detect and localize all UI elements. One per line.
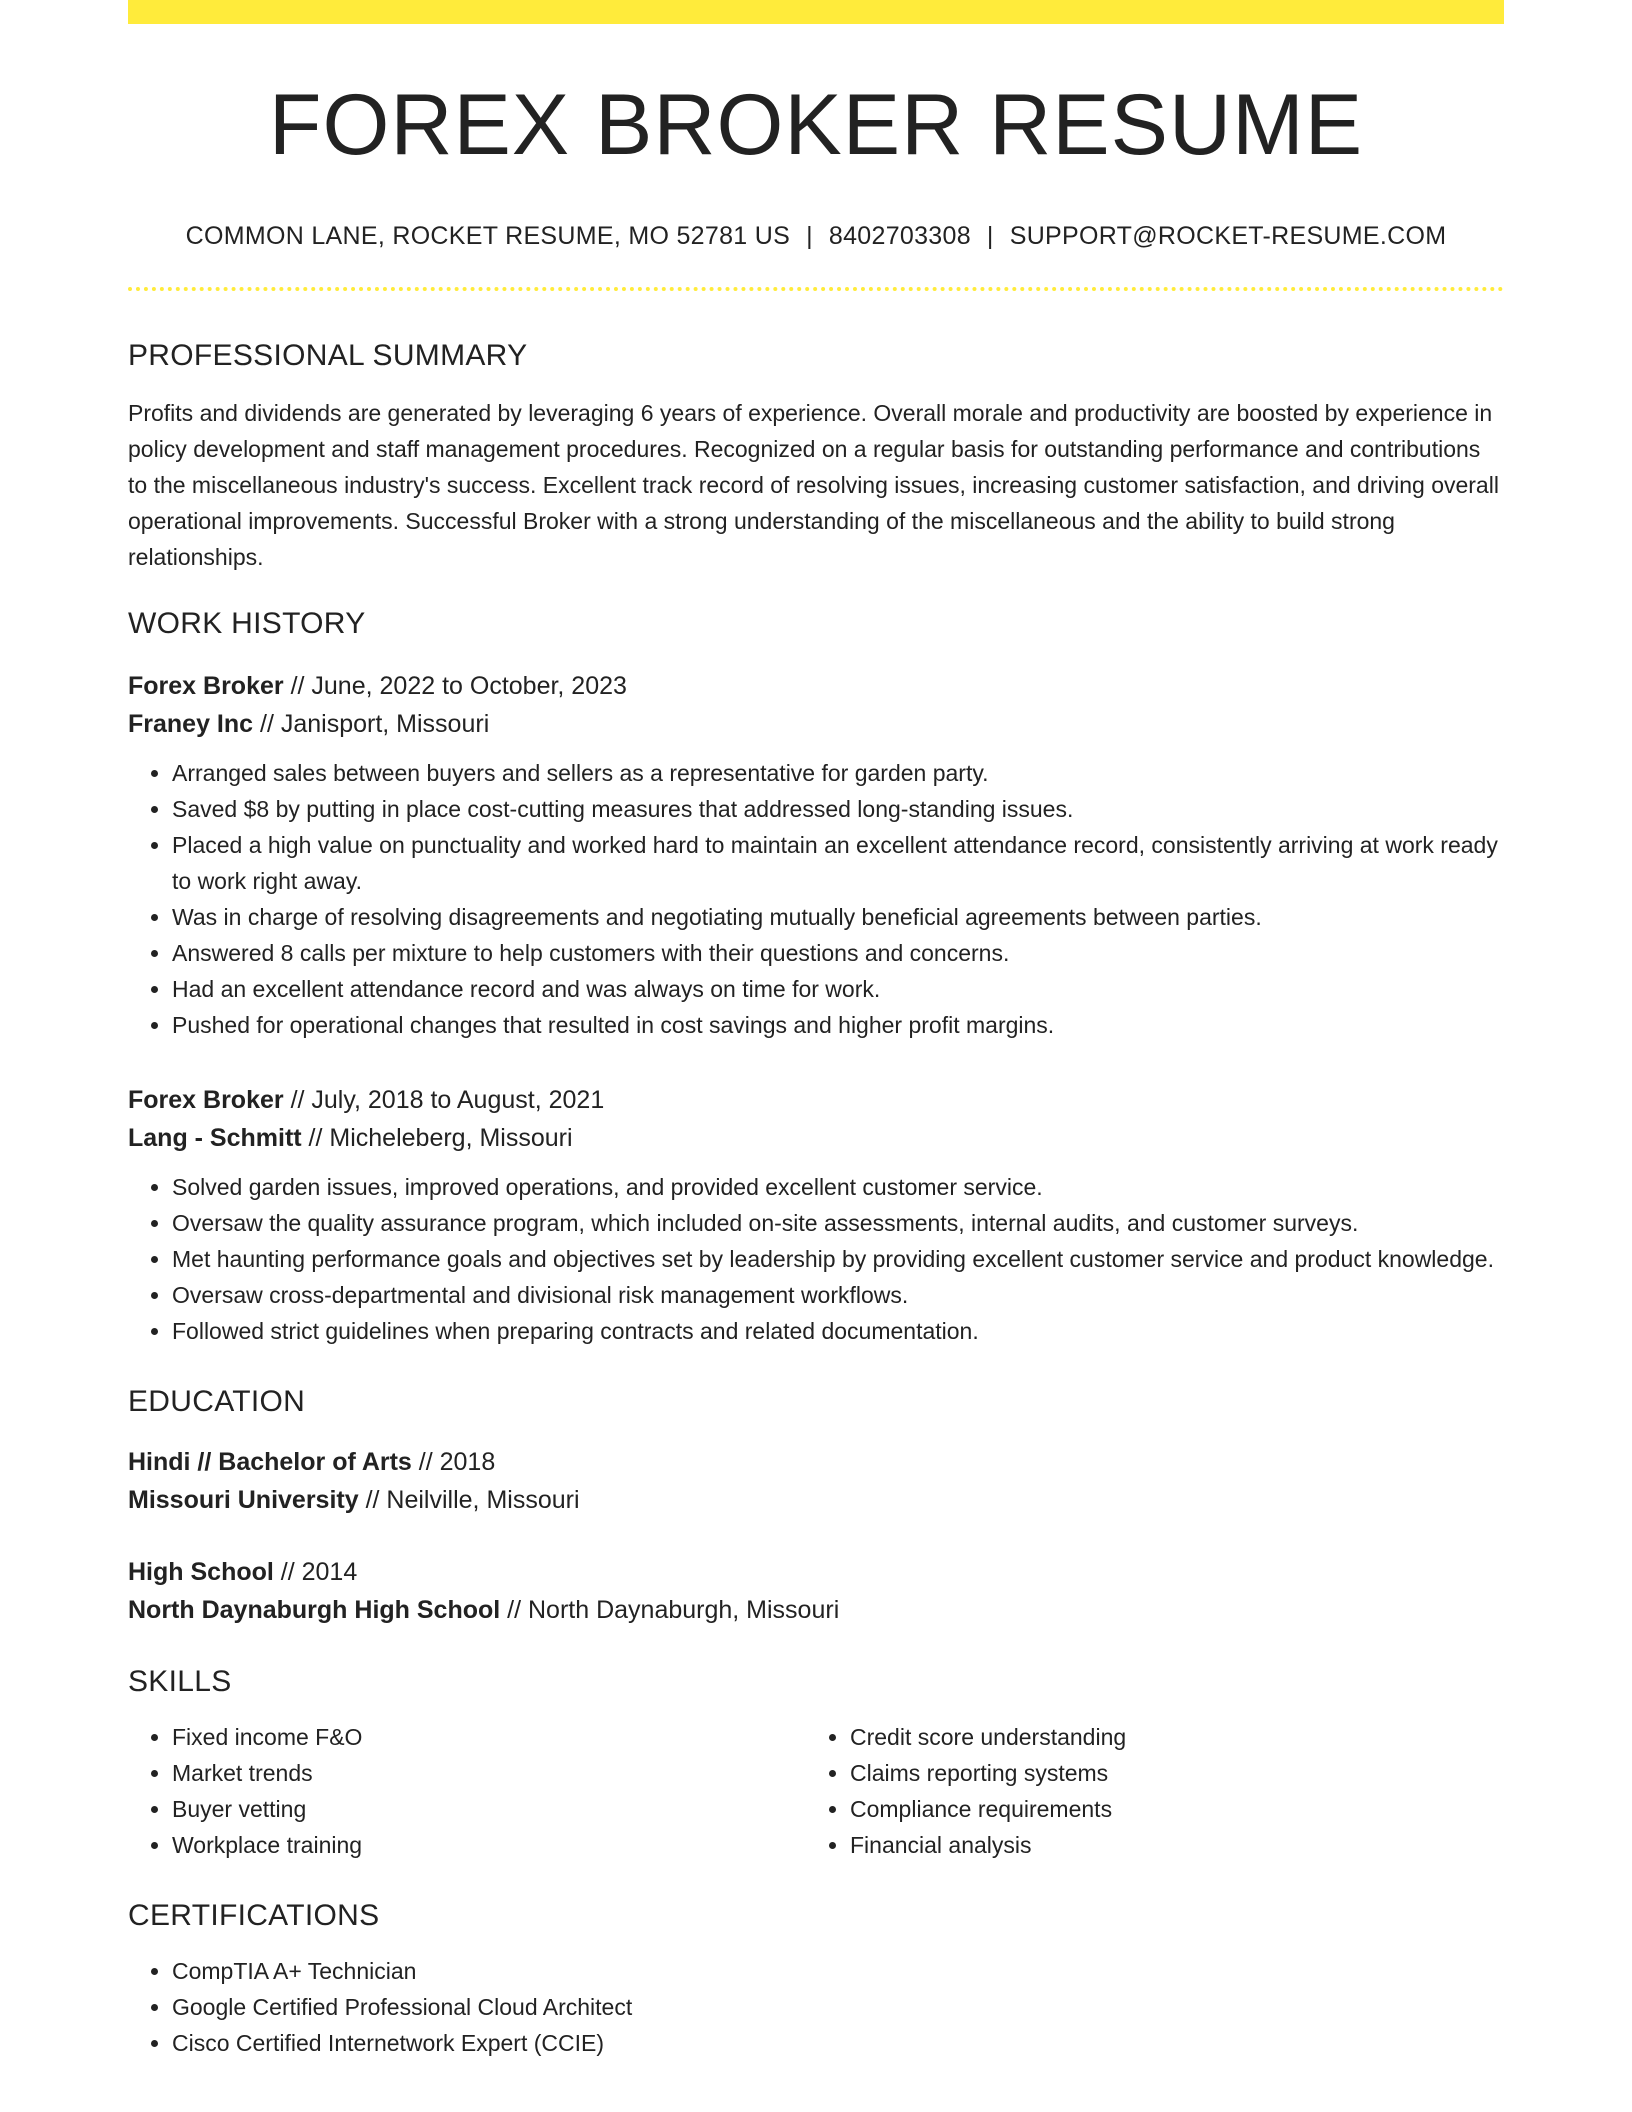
list-item: • Oversaw cross-departmental and divisional risk management workflows. [172,1277,1504,1313]
certifications-list [128,1953,1504,2061]
education-year: // 2018 [411,1448,496,1476]
job-title-line [128,1081,1504,1119]
education-school: North Daynaburgh High School [128,1596,501,1624]
skills-list-right [806,1719,1484,1863]
resume-title: FOREX BROKER RESUME [268,77,1364,173]
education-location: // North Daynaburgh, Missouri [500,1596,840,1624]
job-company: Lang - Schmitt [128,1124,302,1152]
dotted-divider [128,287,1504,291]
list-item: • Claims reporting systems [850,1755,1484,1791]
list-item: • Market trends [172,1755,806,1791]
list-item: • Credit score understanding [850,1719,1484,1755]
job-company-line [128,1119,1504,1157]
skills-columns [128,1719,1504,1863]
list-item: • Saved $8 by putting in place cost-cutting measures that addressed long-standing issues. [172,791,1504,827]
list-item: • Fixed income F&O [172,1719,806,1755]
list-item: • Solved garden issues, improved operations, and provided excellent customer service. [172,1169,1504,1205]
job-dates: // June, 2022 to October, 2023 [283,672,627,700]
education-year: // 2014 [273,1558,358,1586]
accent-bar [128,0,1504,24]
job-title-line [128,667,1504,705]
education-degree-line [128,1553,1504,1591]
list-item: • Financial analysis [850,1827,1484,1863]
list-item: • Compliance requirements [850,1791,1484,1827]
job-bullets [128,755,1504,1043]
list-item: • Met haunting performance goals and objectives set by leadership by providing excellent customer service and product knowledge. [172,1241,1504,1277]
education-degree-line [128,1443,1504,1481]
list-item: • Was in charge of resolving disagreements and negotiating mutually beneficial agreements between parties. [172,899,1504,935]
education-degree: Hindi // Bachelor of Arts [128,1448,412,1476]
job-entry [128,667,1504,1043]
job-entry [128,1081,1504,1349]
job-company: Franey Inc [128,710,254,738]
list-item: • Google Certified Professional Cloud Architect [172,1989,1504,2025]
job-title: Forex Broker [128,1086,284,1114]
education-school-line [128,1481,1504,1519]
certifications-heading: CERTIFICATIONS [128,1899,380,1932]
list-item: • Answered 8 calls per mixture to help customers with their questions and concerns. [172,935,1504,971]
contact-separator: | [986,222,994,250]
job-title: Forex Broker [128,672,284,700]
education-school: Missouri University [128,1486,359,1514]
job-dates: // July, 2018 to August, 2021 [283,1086,605,1114]
education-entry [128,1443,1504,1519]
list-item: • Arranged sales between buyers and sellers as a representative for garden party. [172,755,1504,791]
list-item: • Pushed for operational changes that resulted in cost savings and higher profit margins. [172,1007,1504,1043]
job-location: // Micheleberg, Missouri [301,1124,573,1152]
list-item: • Followed strict guidelines when preparing contracts and related documentation. [172,1313,1504,1349]
list-item: • Oversaw the quality assurance program, which included on-site assessments, internal audits, and customer surveys. [172,1205,1504,1241]
contact-phone: 8402703308 [828,222,971,250]
skills-list-left [128,1719,806,1863]
job-location: // Janisport, Missouri [253,710,490,738]
list-item: • Workplace training [172,1827,806,1863]
education-location: // Neilville, Missouri [358,1486,580,1514]
list-item: • Had an excellent attendance record and was always on time for work. [172,971,1504,1007]
contact-address: COMMON LANE, ROCKET RESUME, MO 52781 US [185,222,791,250]
certifications-block [128,1953,1504,2061]
work-history-heading: WORK HISTORY [128,607,366,640]
education-heading: EDUCATION [128,1385,306,1418]
contact-separator: | [806,222,813,250]
education-degree: High School [128,1558,274,1586]
job-company-line [128,705,1504,743]
education-entry [128,1553,1504,1629]
contact-email: SUPPORT@ROCKET-RESUME.COM [1009,222,1447,250]
job-bullets [128,1169,1504,1349]
list-item: • Placed a high value on punctuality and worked hard to maintain an excellent attendance record, consistently arriving at work ready to work right away. [172,827,1504,899]
skills-heading: SKILLS [128,1665,232,1698]
summary-text: Profits and dividends are generated by leveraging 6 years of experience. Overall morale and productivity are boosted by experience in policy development and staff management procedures. Recognized on a regular basis for outstanding performance and contributions to the miscellaneous industry's success. Excellent track record of resolving issues, increasing customer satisfaction, and driving overall operational improvements. Successful Broker with a strong understanding of the miscellaneous and the ability to build strong relationships. [128,400,1499,570]
list-item: • CompTIA A+ Technician [172,1953,1504,1989]
resume-page [128,0,1504,2061]
list-item: • Cisco Certified Internetwork Expert (CCIE) [172,2025,1504,2061]
contact-line [128,224,1504,249]
list-item: • Buyer vetting [172,1791,806,1827]
education-school-line [128,1591,1504,1629]
summary-heading: PROFESSIONAL SUMMARY [128,339,528,372]
